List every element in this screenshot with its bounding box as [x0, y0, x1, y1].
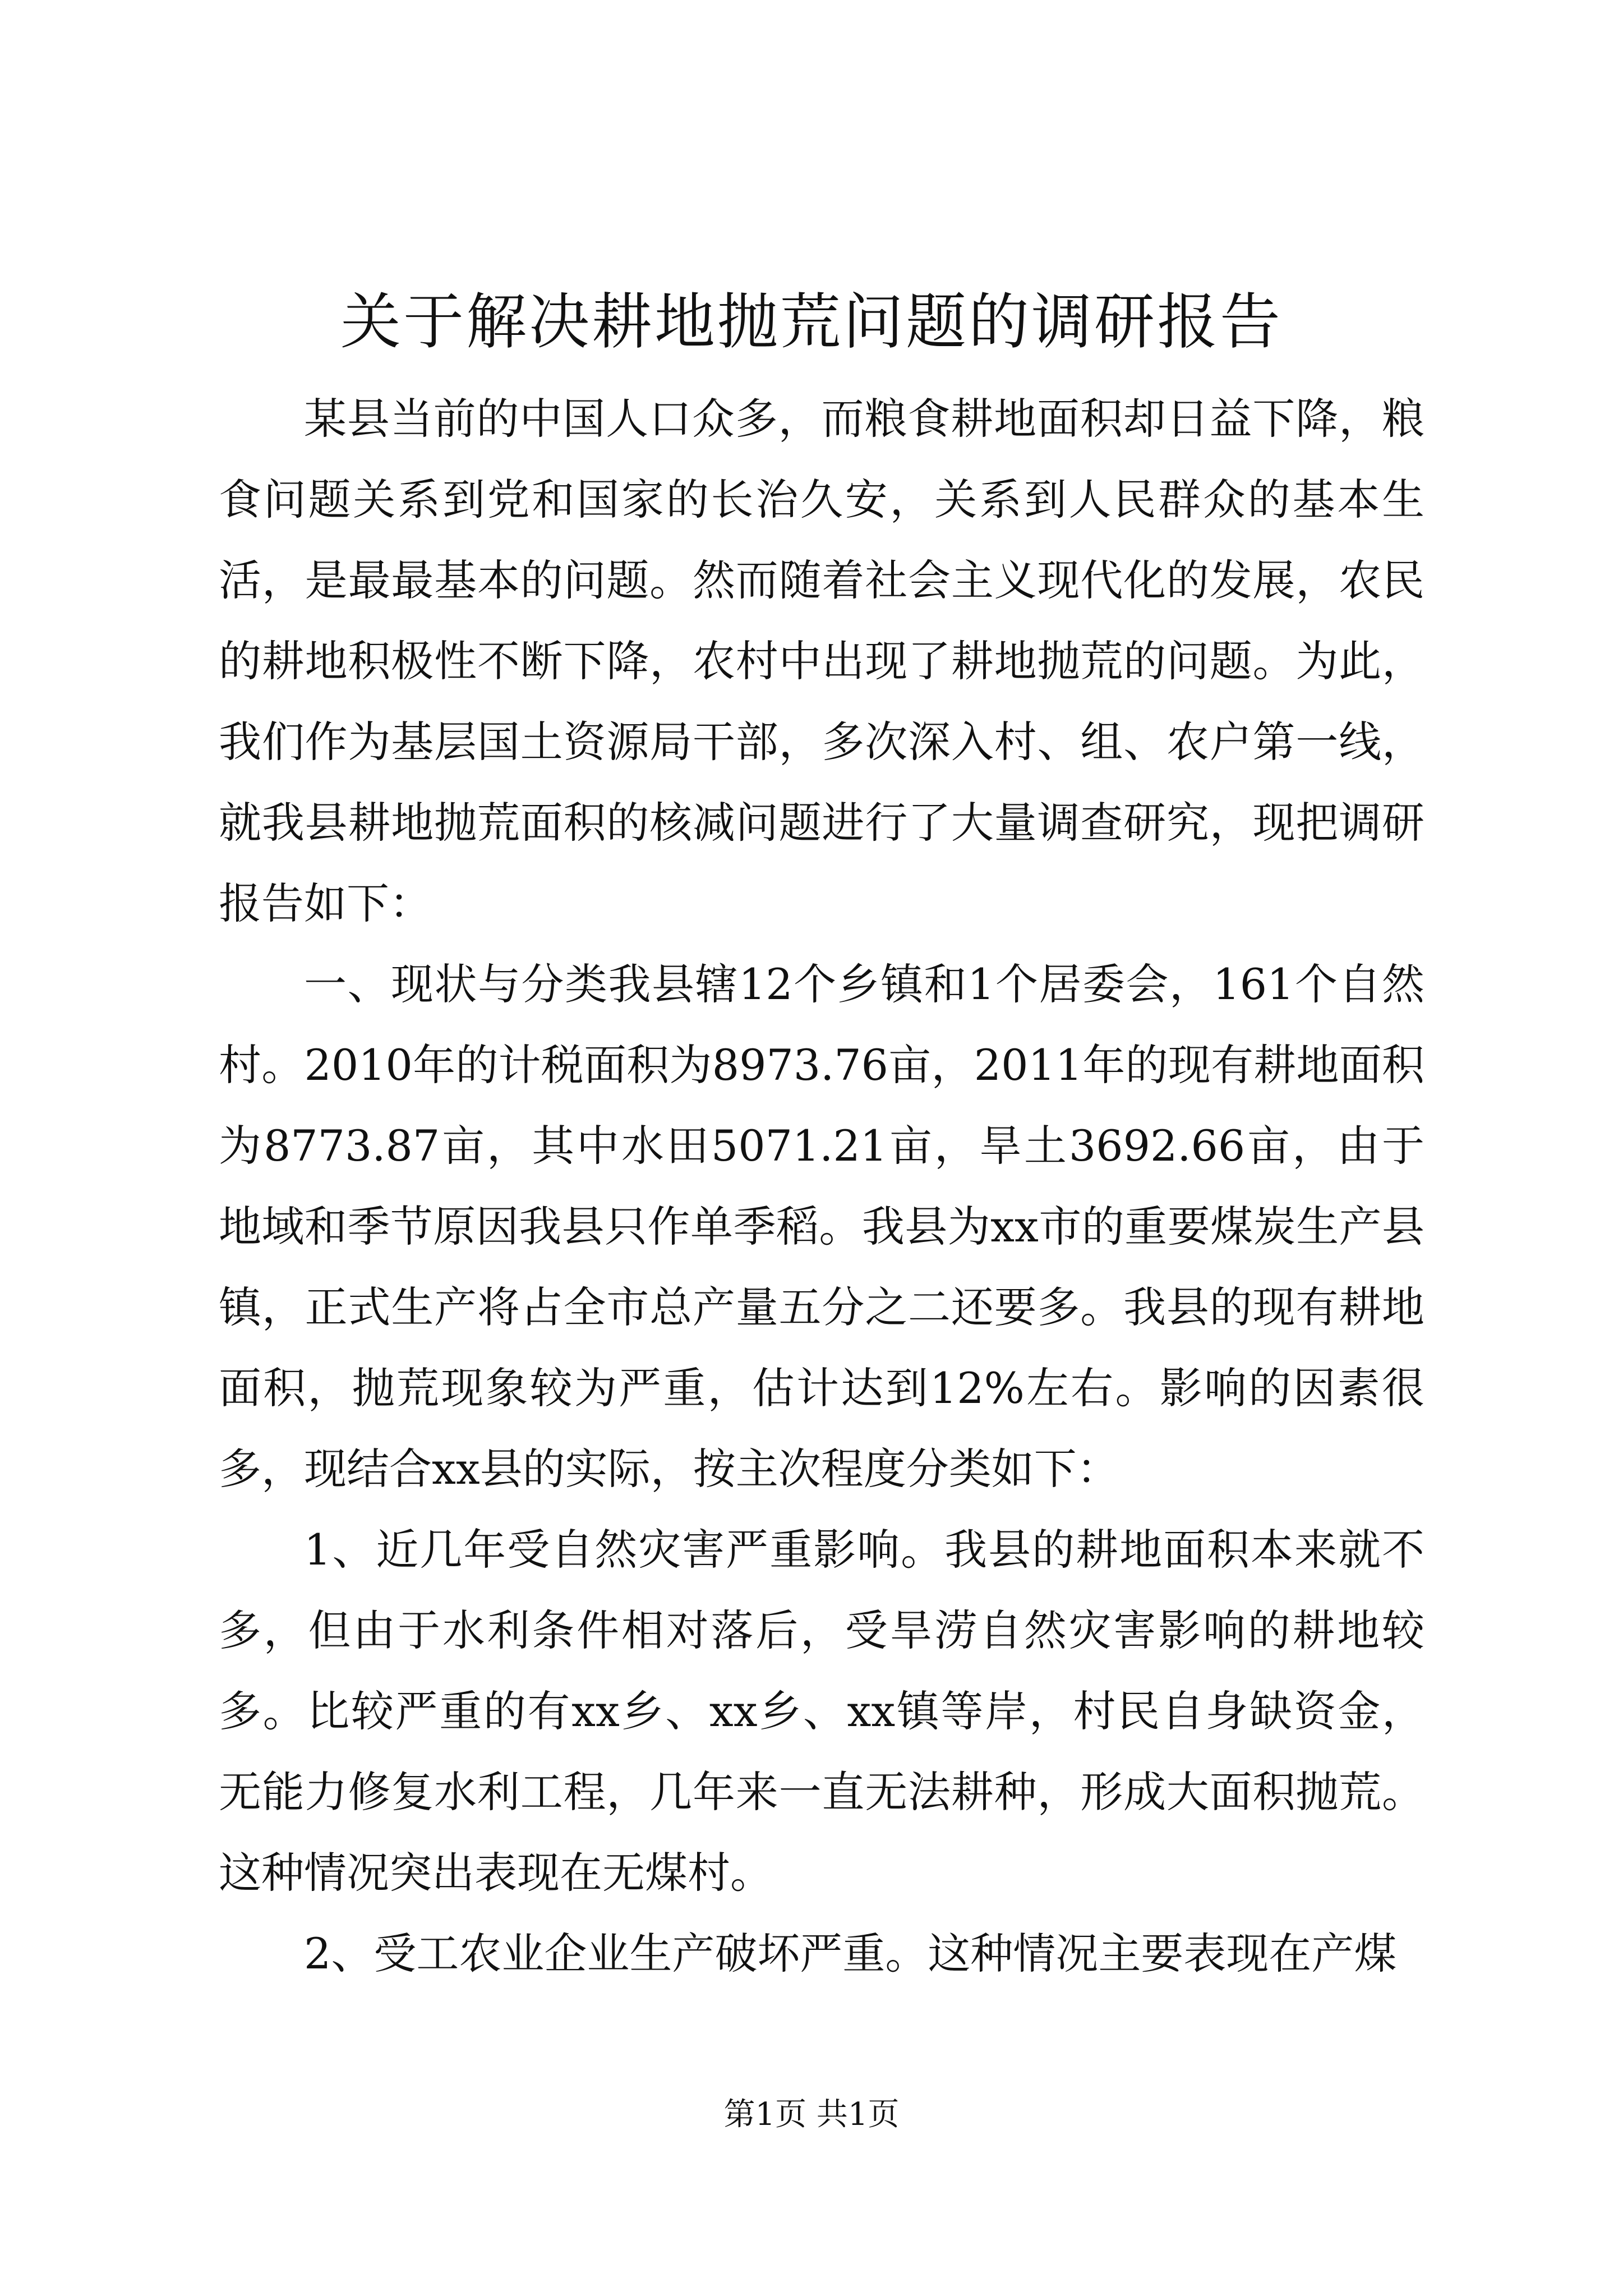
document-title: 关于解决耕地抛荒问题的调研报告	[340, 287, 1283, 357]
paragraph-item-2: 2、受工农业企业生产破坏严重。这种情况主要表现在产煤	[304, 1929, 1397, 1978]
paragraph-intro: 某县当前的中国人口众多，而粮食耕地面积却日益下降，粮食问题关系到党和国家的长治久安，关系到人民群众的基本生活，是最最基本的问题。然而随着社会主义现代化的发展，农民的耕地积极性不断下降，农村中出现了耕地抛荒的问题。为此，我们作为基层国土资源局干部，多次深入村、组、农户第一线，就我县耕地抛荒面积的核减问题进行了大量调查研究，现把调研报告如下：	[219, 394, 1424, 928]
page-footer: 第1页 共1页	[723, 2096, 900, 2133]
document-body	[219, 379, 1424, 1994]
paragraph-item-1: 1、近几年受自然灾害严重影响。我县的耕地面积本来就不多，但由于水利条件相对落后，受旱涝自然灾害影响的耕地较多。比较严重的有xx乡、xx乡、xx镇等岸，村民自身缺资金，无能力修复水利工程，几年来一直无法耕种，形成大面积抛荒。这种情况突出表现在无煤村。	[219, 1525, 1424, 1898]
paragraph-status: 一、现状与分类我县辖12个乡镇和1个居委会，161个自然村。2010年的计税面积为8973.76亩，2011年的现有耕地面积为8773.87亩，其中水田5071.21亩，旱土3692.66亩，由于地域和季节原因我县只作单季稻。我县为xx市的重要煤炭生产县镇，正式生产将占全市总产量五分之二还要多。我县的现有耕地面积，抛荒现象较为严重，估计达到12%左右。影响的因素很多，现结合xx县的实际，按主次程度分类如下：	[219, 959, 1424, 1494]
